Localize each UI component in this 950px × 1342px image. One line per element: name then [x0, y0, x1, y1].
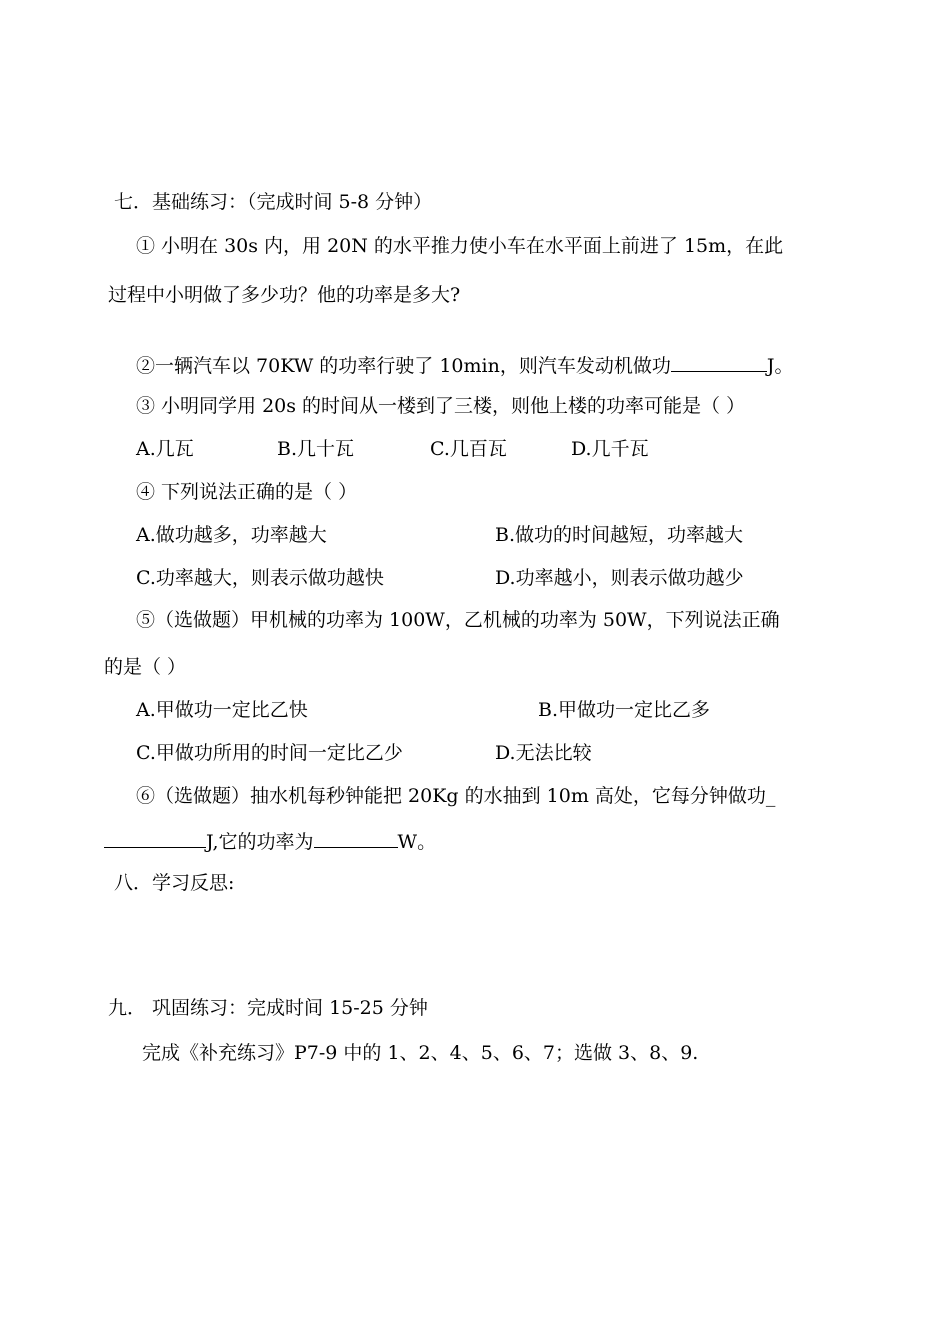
question-4-option-b: B.做功的时间越短，功率越大 — [495, 524, 744, 546]
question-5-option-b: B.甲做功一定比乙多 — [538, 699, 711, 721]
question-5-line-2: 的是（ ） — [104, 656, 187, 678]
section-8-heading: 八．学习反思: — [114, 872, 235, 894]
question-3-option-a: A.几瓦 — [136, 438, 194, 460]
question-5-option-d: D.无法比较 — [495, 742, 592, 764]
question-5-option-a: A.甲做功一定比乙快 — [136, 699, 308, 721]
question-2 — [136, 351, 793, 378]
section-9-heading: 九． 巩固练习：完成时间 15-25 分钟 — [108, 997, 428, 1019]
question-1-line-2: 过程中小明做了多少功？他的功率是多大? — [108, 284, 461, 306]
question-6-mid-text: J,它的功率为 — [206, 831, 314, 853]
question-4-stem: ④ 下列说法正确的是（ ） — [136, 481, 358, 503]
question-3-option-b: B.几十瓦 — [277, 438, 355, 460]
section-7-heading: 七．基础练习：（完成时间 5-8 分钟） — [114, 191, 433, 213]
question-5-option-c: C.甲做功所用的时间一定比乙少 — [136, 742, 403, 764]
answer-blank — [671, 351, 767, 372]
answer-blank — [104, 827, 206, 848]
question-3-stem: ③ 小明同学用 20s 的时间从一楼到了三楼，则他上楼的功率可能是（ ） — [136, 395, 746, 417]
question-1-line-1: ① 小明在 30s 内，用 20N 的水平推力使小车在水平面上前进了 15m，在此 — [136, 235, 784, 257]
question-3-option-c: C.几百瓦 — [430, 438, 507, 460]
question-6-unit: W。 — [397, 831, 437, 853]
question-5-line-1: ⑤（选做题）甲机械的功率为 100W，乙机械的功率为 50W，下列说法正确 — [136, 609, 780, 631]
answer-blank — [314, 827, 398, 848]
question-2-unit: J。 — [766, 355, 794, 377]
question-2-text: ②一辆汽车以 70KW 的功率行驶了 10min，则汽车发动机做功 — [136, 355, 671, 377]
section-9-body: 完成《补充练习》P7-9 中的 1、2、4、5、6、7；选做 3、8、9. — [142, 1042, 699, 1064]
question-4-option-a: A.做功越多，功率越大 — [136, 524, 327, 546]
question-6-line-2 — [104, 827, 436, 854]
question-6-line-1: ⑥（选做题）抽水机每秒钟能把 20Kg 的水抽到 10m 高处，它每分钟做功_ — [136, 785, 776, 807]
question-4-option-c: C.功率越大，则表示做功越快 — [136, 567, 384, 589]
question-3-option-d: D.几千瓦 — [571, 438, 649, 460]
question-4-option-d: D.功率越小，则表示做功越少 — [495, 567, 744, 589]
